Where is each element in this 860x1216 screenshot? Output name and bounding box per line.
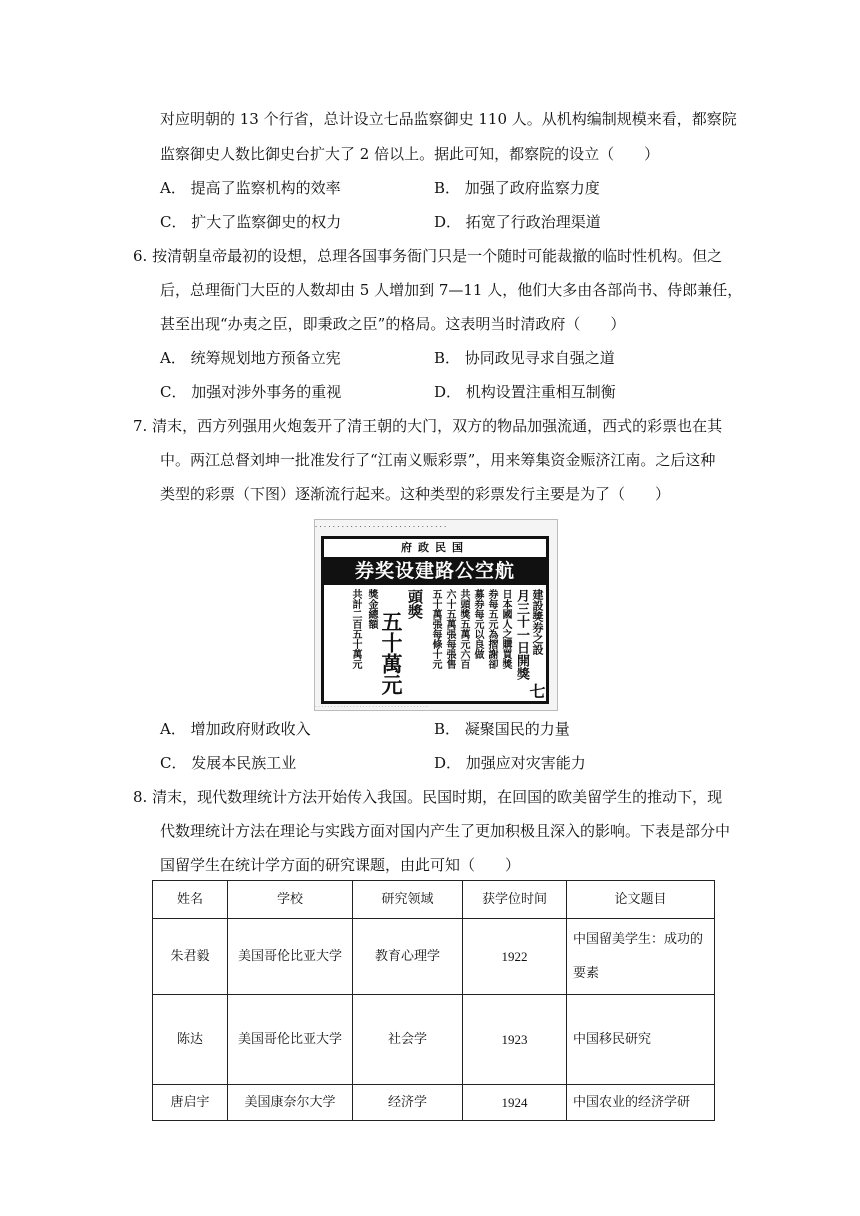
cell-field: 经济学 [353,1085,463,1121]
cell-degree-year: 1922 [463,919,567,995]
header-thesis: 论文题目 [567,881,715,919]
ticket-col-5: 募券每元以良做 [472,589,483,659]
cell-thesis: 中国留美学生：成功的要素 [567,919,715,995]
ticket-col-7: 六十五萬張每張售 [444,589,455,669]
lottery-ticket-image [314,519,558,711]
q6-text-line-1: 6. 按清朝皇帝最初的设想，总理各国事务衙门只是一个随时可能裁撤的临时性机构。但之 [133,247,723,265]
ticket-bottom-strip: · · · · · · · · · · · · · · · · · · · · · · · · · · · · · · · · · · · · [315,704,428,710]
cell-thesis: 中国移民研究 [567,995,715,1085]
cell-name: 朱君毅 [153,919,228,995]
ticket-top-strip: · · · · · · · · · · · · · · · · · · · · · · · · · · · · · · [315,523,447,531]
ticket-col-3: 日本國人之購買獎 [500,589,511,669]
header-school: 学校 [228,881,353,919]
table-header-row [153,881,715,919]
students-research-table [152,880,715,1121]
q5-option-a[interactable]: A． 提高了监察机构的效率 [160,179,341,197]
q5-text-line-1: 对应明朝的 13 个行省，总计设立七品监察御史 110 人。从机构编制规模来看，都察院 [160,110,737,128]
cell-degree-year: 1923 [463,995,567,1085]
cell-name: 陈达 [153,995,228,1085]
ticket-col-8: 五十萬張每條十元 [430,589,441,669]
cell-thesis: 中国农业的经济学研 [567,1085,715,1121]
ticket-col-6: 共頭獎五萬元六百 [458,589,469,669]
cell-field: 教育心理学 [353,919,463,995]
q8-text-line-2: 代数理统计方法在理论与实践方面对国内产生了更加积极且深入的影响。下表是部分中 [160,822,731,840]
table-row [153,919,715,995]
ticket-issuer: 府政民国 [401,541,469,554]
q6-option-d[interactable]: D． 机构设置注重相互制衡 [434,383,616,401]
header-field: 研究领域 [353,881,463,919]
header-name: 姓名 [153,881,228,919]
q7-text-line-2: 中。两江总督刘坤一批准发行了“江南义赈彩票”，用来筹集资金赈济江南。之后这种 [160,451,716,469]
cell-field: 社会学 [353,995,463,1085]
q6-text-line-3: 甚至出现“办夷之臣，即秉政之臣”的格局。这表明当时清政府（ ） [160,315,626,333]
q5-option-d[interactable]: D． 拓宽了行政治理渠道 [434,213,601,231]
ticket-col-12: 獎金總額 [366,589,377,629]
cell-school: 美国哥伦比亚大学 [228,995,353,1085]
ticket-col-11: 共計二百五十萬元 [350,589,361,669]
q7-option-c[interactable]: C． 发展本民族工业 [160,754,297,772]
cell-school: 美国哥伦比亚大学 [228,919,353,995]
q7-text-line-1: 7. 清末，西方列强用火炮轰开了清王朝的大门，双方的物品加强流通，西式的彩票也在其 [133,417,723,435]
header-degree-year: 获学位时间 [463,881,567,919]
q8-text-line-3: 国留学生在统计学方面的研究课题，由此可知（ ） [160,856,521,874]
q6-option-c[interactable]: C． 加强对涉外事务的重视 [160,383,342,401]
ticket-col-4: 券每五元為摺謝卻 [486,589,497,669]
ticket-col-13: 建設獎券之設 [531,589,544,655]
ticket-col-2: 月三十一日開獎 [514,589,529,680]
q5-text-line-2: 监察御史人数比御史台扩大了 2 倍以上。据此可知，都察院的设立（ ） [160,145,660,163]
q6-text-line-2: 后，总理衙门大臣的人数却由 5 人增加到 7—11 人，他们大多由各部尚书、侍郎兼任， [160,281,743,299]
ticket-col-9: 頭獎 [406,589,424,619]
cell-school: 美国康奈尔大学 [228,1085,353,1121]
cell-degree-year: 1924 [463,1085,567,1121]
ticket-columns [324,587,546,703]
q6-option-b[interactable]: B． 协同政见寻求自强之道 [434,349,615,367]
q7-option-a[interactable]: A． 增加政府财政收入 [160,720,311,738]
q8-text-line-1: 8. 清末，现代数理统计方法开始传入我国。民国时期，在回国的欧美留学生的推动下，现 [133,788,723,806]
q7-option-b[interactable]: B． 凝聚国民的力量 [434,720,570,738]
q6-option-a[interactable]: A． 统筹规划地方预备立宪 [160,349,341,367]
cell-name: 唐启宇 [153,1085,228,1121]
q7-option-d[interactable]: D． 加强应对灾害能力 [434,754,586,772]
ticket-col-1: 七 [527,683,546,699]
q7-text-line-3: 类型的彩票（下图）逐渐流行起来。这种类型的彩票发行主要是为了（ ） [160,485,671,503]
table-row [153,995,715,1085]
ticket-banner-title: 航空公路建设奖券 [324,557,546,585]
table-row [153,1085,715,1121]
ticket-col-10: 五十萬元 [379,611,404,695]
ticket-frame [321,536,549,704]
q5-option-c[interactable]: C． 扩大了监察御史的权力 [160,213,342,231]
q5-option-b[interactable]: B． 加强了政府监察力度 [434,179,600,197]
